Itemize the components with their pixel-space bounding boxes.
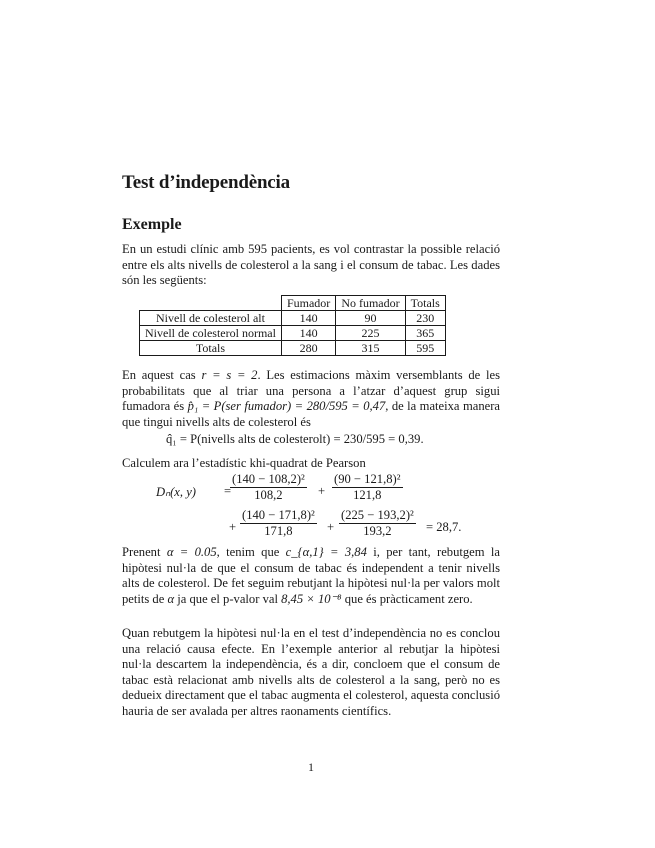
text-run: ja que el p-valor val	[174, 591, 282, 606]
table-cell: 595	[405, 341, 445, 356]
fraction-numerator: (225 − 193,2)²	[341, 508, 414, 522]
chi-square-formula	[122, 472, 500, 542]
intro-paragraph: En un estudi clínic amb 595 pacients, es vol contrastar la possible relació entre els alts nivells de colesterol a la sang i el consum de tabac. Les dades són les següents:	[122, 242, 500, 287]
table-cell: 230	[405, 311, 445, 326]
table-cell: 140	[281, 311, 335, 326]
table-header: Totals	[405, 296, 445, 311]
conclusion-paragraph	[122, 545, 500, 607]
formula-lhs: Dₙ(x, y)	[156, 485, 196, 499]
formula-equals: =	[224, 484, 232, 498]
fraction-numerator: (140 − 171,8)²	[242, 508, 315, 522]
text-run: , de la mateixa manera que tingui nivells alts de colesterol és	[122, 399, 500, 429]
data-table	[139, 295, 446, 356]
table-header-row	[140, 296, 446, 311]
math-p-hat: p̂₁ = P(ser fumador) = 280/595 = 0,47	[187, 399, 386, 413]
table-cell: 280	[281, 341, 335, 356]
table-corner	[140, 296, 282, 311]
table-header: No fumador	[336, 296, 405, 311]
fraction-denominator: 121,8	[332, 487, 403, 503]
row-label: Nivell de colesterol alt	[140, 311, 282, 326]
page-number: 1	[308, 760, 314, 774]
fraction	[339, 508, 416, 539]
q-hat-equation: q̂₁ = P(nivells alts de colesterolt) = 230/595 = 0,39.	[166, 432, 424, 446]
table-cell: 140	[281, 326, 335, 341]
page-title: Test d’independència	[122, 172, 290, 193]
fraction-numerator: (140 − 108,2)²	[232, 472, 305, 486]
table-cell: 225	[336, 326, 405, 341]
plus-sign: +	[229, 520, 237, 534]
text-run: . Les estimacions màxim versemblants de les probabilitats que al triar una persona a l’atzar d’aquest grup sigui fumadora és	[122, 368, 500, 413]
text-run: En aquest cas	[122, 368, 202, 382]
table-header: Fumador	[281, 296, 335, 311]
estimation-paragraph	[122, 368, 500, 430]
text-run: Prenent	[122, 545, 167, 559]
text-run: que és pràcticament zero.	[341, 591, 473, 606]
fraction-numerator: (90 − 121,8)²	[334, 472, 401, 486]
text-run: i, per tant, rebutgem la hipòtesi nul·la de que el consum de tabac és independent a tenir nivells alts de colesterol. De fet seguim rebutjant la hipòtesi nul·la per valors molt petits de	[122, 545, 500, 606]
table-row	[140, 326, 446, 341]
table-row	[140, 311, 446, 326]
fraction	[332, 472, 403, 503]
table-row	[140, 341, 446, 356]
plus-sign: +	[327, 520, 335, 534]
table-cell: 90	[336, 311, 405, 326]
section-heading: Exemple	[122, 216, 182, 233]
plus-sign: +	[318, 484, 326, 498]
pearson-intro: Calculem ara l’estadístic khi-quadrat de Pearson	[122, 456, 366, 470]
fraction-denominator: 193,2	[339, 523, 416, 539]
table-cell: 315	[336, 341, 405, 356]
fraction	[230, 472, 307, 503]
math-p-value: 8,45 × 10⁻⁸	[281, 591, 342, 606]
causation-paragraph: Quan rebutgem la hipòtesi nul·la en el test d’independència no es conclou una relació causa efecte. En l’exemple anterior al rebutjar la hipòtesi nul·la descartem la independència, és a dir, concloem que el consum de tabac està relacionat amb nivells alts de colesterol a la sang, però no es dedueix directament que el tabac augmenta el colesterol, aquesta conclusió hauria de ser avalada per altres raonaments científics.	[122, 626, 500, 718]
fraction-denominator: 108,2	[230, 487, 307, 503]
text-run: , tenim que	[216, 545, 286, 559]
row-label: Totals	[140, 341, 282, 356]
fraction	[240, 508, 317, 539]
fraction-denominator: 171,8	[240, 523, 317, 539]
formula-result: = 28,7.	[426, 520, 462, 534]
math-rs: r = s = 2	[201, 368, 258, 382]
table-cell: 365	[405, 326, 445, 341]
math-critical-value: c_{α,1} = 3,84	[285, 545, 367, 559]
math-alpha: α = 0.05	[166, 545, 217, 559]
row-label: Nivell de colesterol normal	[140, 326, 282, 341]
math-alpha: α	[167, 591, 175, 606]
